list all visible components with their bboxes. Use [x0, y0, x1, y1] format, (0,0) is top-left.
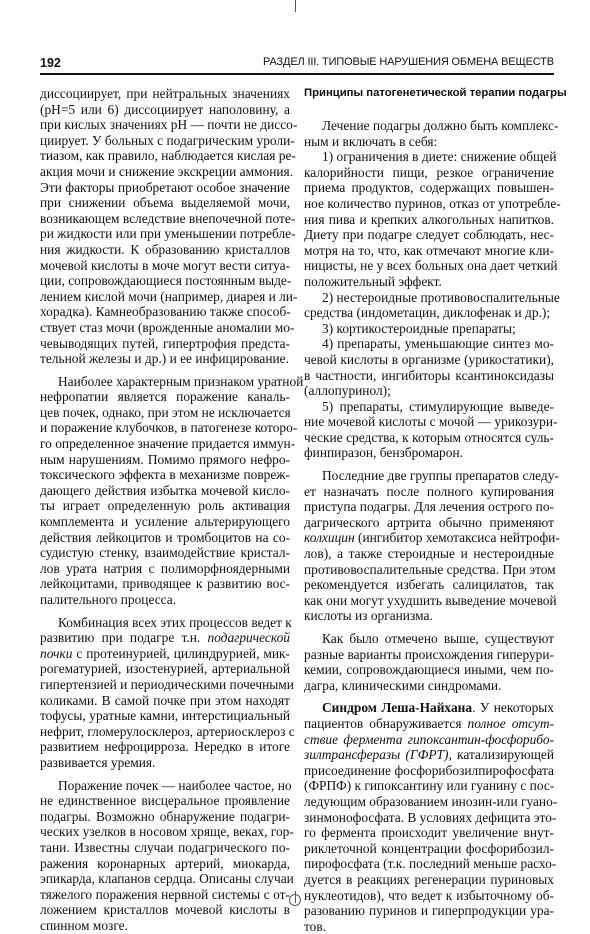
- text-line: 1) ограничения в диете: снижение общей: [322, 149, 557, 165]
- text-line: противовоспалительные средства. При этом: [304, 561, 556, 577]
- text-line: пирофосфата (т.к. последний меньше расхо-: [304, 856, 557, 872]
- text-line: ражения коронарных артерий, миокарда,: [40, 855, 290, 871]
- text-line: тов.: [304, 918, 327, 934]
- text-line: ное количество пуринов, отказ от употребле-: [304, 195, 561, 211]
- text-line: разованию пуринов и гиперпродукции ура-: [304, 903, 554, 919]
- text-line: диссоциирует, при нейтральных значениях: [40, 86, 290, 101]
- header-rule: [40, 73, 554, 75]
- text-line: чевой кислоты в организме (урикостатики),: [304, 351, 554, 367]
- text-line: дающего действия избытка мочевой кисло-: [40, 482, 290, 498]
- text-line: ет назначать после полного купирования: [304, 483, 554, 499]
- paragraph: [40, 777, 294, 934]
- paragraph: [304, 631, 554, 693]
- text-line: подагры. Возможно обнаружение подагри-: [40, 808, 290, 824]
- text-line: мочевой кислоты в моче могут вести ситуа-: [40, 257, 290, 273]
- text-line: ты играет определенную роль активация: [40, 498, 290, 514]
- text-line: тофусы, уратные камни, интерстициальный: [40, 708, 290, 724]
- text-line: тани. Известны случаи подагрического по-: [40, 839, 290, 855]
- paragraph: [304, 149, 561, 289]
- text-line: финпиразон, бензбромарон.: [304, 445, 463, 461]
- term-colchicine: колхицин: [304, 530, 355, 546]
- text-line: спинном мозге.: [40, 917, 128, 933]
- text-line: присоединение фосфорибозилпирофосфата: [304, 762, 554, 778]
- text-line: ческие средства, к которым относятся суль-: [304, 429, 554, 445]
- text-line: в частности, ингибиторы ксантиноксидазы: [304, 367, 554, 383]
- text-line: циирует. У больных с подагрическим уроли-: [40, 132, 295, 148]
- text-line: ния пива и крепких алкогольных напитков.: [304, 211, 554, 227]
- text-line: пациентов обнаруживается полное отсут-: [304, 715, 554, 731]
- text-line: нефрит, гломерулосклероз, артериосклероз с: [40, 723, 295, 739]
- text-line: возникающем вследствие внепочечной поте-: [40, 210, 296, 226]
- page-number: 192: [40, 56, 61, 70]
- text-line: комплемента и усиление альтерирующего: [40, 514, 290, 530]
- text-line: средства (индометацин, диклофенак и др.);: [304, 305, 551, 321]
- text-line: Последние две группы препаратов следу-: [322, 468, 559, 484]
- section-title: Принципы патогенетической терапии подагры: [304, 87, 567, 99]
- text-line: ции, сопровождающиеся постоянным выде-: [40, 273, 292, 289]
- text-line: 2) нестероидные противовоспалительные: [322, 289, 560, 305]
- text-line: акция мочи и снижение экскреции аммония.: [40, 163, 294, 179]
- text-line: кислоты из организма.: [304, 608, 433, 624]
- text-line: зинмонофосфата. В условиях дефицита это-: [304, 809, 557, 825]
- page-header: [40, 56, 554, 76]
- text-line: лов урата натрия с полиморфноядерными: [40, 560, 290, 576]
- paragraph: [304, 118, 559, 149]
- text-line: ческих узелков в носовом хряще, веках, гор-: [40, 824, 294, 840]
- text-line: ледующим образованием инозин-или гуано-: [304, 793, 558, 809]
- right-column: [304, 86, 567, 934]
- text-line: Поражение почек — наиболее частое, но: [58, 777, 292, 793]
- text-line: коликами. В самой почке при этом находят: [40, 692, 290, 708]
- text-line: как они могут ухудшить выведение мочевой: [304, 592, 557, 608]
- text-line: дуется в реакциях регенерации пуриновых: [304, 871, 554, 887]
- text-line: тиазом, как правило, наблюдается кислая ре-: [40, 148, 296, 164]
- text-line: действия лейкоцитов и тромбоцитов на со-: [40, 529, 290, 545]
- text-line: Наиболее характерным признаком уратной: [58, 373, 304, 389]
- text-line: гипертензией и периодическими почечными: [40, 676, 294, 692]
- text-line: ствие фермента гипоксантин-фосфорибо-: [304, 731, 554, 747]
- term-lesch-nyhan: Синдром Леша-Найхана: [322, 700, 473, 716]
- text-line: го определенное значение придается иммун-: [40, 436, 296, 452]
- text-line: не единственное висцеральное проявление: [40, 793, 290, 809]
- text-line: положительный эффект.: [304, 273, 442, 289]
- text-line: Комбинация всех этих процессов ведет к: [58, 614, 292, 630]
- text-line: (рН=5 или 6) диссоциирует наполовину, а: [40, 101, 290, 117]
- text-line: развивается уремия.: [40, 754, 156, 770]
- text-line: Эти факторы приобретают особое значение: [40, 179, 290, 195]
- text-line: ствует стаз мочи (врожденные аномалии мо-: [40, 319, 295, 335]
- text-line: Диету при подагре следует соблюдать, нес-: [304, 227, 554, 243]
- text-line: палительного процесса.: [40, 592, 177, 607]
- text-line: лов), а также стероидные и нестероидные: [304, 546, 554, 562]
- text-line: судистую стенку, взаимодействие кристал-: [40, 545, 290, 561]
- text-line: го фермента происходит увеличение внут-: [304, 825, 554, 841]
- text-line: зилтрансферазы (ГФРТ), катализирующей: [304, 747, 554, 763]
- text-line: калорийности пищи, резкое ограничение: [304, 164, 554, 180]
- text-line: (аллопуринол);: [304, 383, 391, 399]
- text-line: ложением кристаллов мочевой кислоты в: [40, 902, 290, 918]
- text-line: хорадка). Камнеобразованию также способ-: [40, 304, 291, 320]
- paragraph: [40, 373, 304, 608]
- text-line: ницисты, не у всех больных она дает четкий: [304, 258, 558, 274]
- text-line: дагрического артрита обычно применяют: [304, 514, 554, 530]
- text-line: рекомендуется избегать салицилатов, так: [304, 577, 554, 593]
- paragraph: [304, 398, 558, 461]
- text-line: Лечение подагры должно быть комплекс-: [322, 118, 559, 133]
- text-line: Синдром Леша-Найхана. У некоторых: [322, 700, 554, 716]
- text-line: приема продуктов, содержащих повышен-: [304, 180, 554, 196]
- text-line: рогематурией, изостенурией, артериальной: [40, 661, 290, 677]
- registration-mark-icon: [289, 894, 301, 906]
- text-line: приступа подагры. Для лечения острого по-: [304, 499, 554, 515]
- running-title: РАЗДЕЛ III. ТИПОВЫЕ НАРУШЕНИЯ ОБМЕНА ВЕЩЕСТВ: [263, 56, 554, 68]
- paragraph: [40, 614, 295, 771]
- text-line: риклеточной концентрации фосфорибозил-: [304, 840, 554, 856]
- text-line: дагра, клиническими синдромами.: [304, 677, 502, 693]
- text-line: ние мочевой кислоты с мочой — урикозури-: [304, 414, 558, 430]
- text-line: ния жидкости. К образованию кристаллов: [40, 241, 290, 257]
- text-line: развитию при подагре т.н. подагрической: [40, 630, 290, 646]
- text-line: нефропатии является поражение каналь-: [40, 389, 290, 405]
- crop-mark-top: [295, 0, 296, 12]
- text-line: эпикарда, клапанов сердца. Описаны случаи: [40, 871, 294, 887]
- text-line: 3) кортикостероидные препараты;: [322, 320, 516, 336]
- left-column: [40, 86, 304, 933]
- text-line: кемии, сопровождающиеся иными, чем по-: [304, 662, 554, 678]
- text-line: 4) препараты, уменьшающие синтез мо-: [322, 336, 554, 352]
- paragraph: [304, 700, 558, 934]
- text-line: цев почек, однако, при этом не исключается: [40, 404, 291, 420]
- text-line: чевыводящих путей, гипертрофия предста-: [40, 335, 290, 351]
- text-line: тельной железы и др.) и ее инфицирование.: [40, 351, 289, 367]
- text-line: при кислых значениях рН — почти не диссо-: [40, 117, 298, 133]
- text-line: ри жидкости или при уменьшении потребле-: [40, 226, 296, 242]
- text-line: ным нарушениям. Помимо прямого нефро-: [40, 451, 290, 467]
- paragraph: [304, 336, 554, 398]
- text-line: колхицин (ингибитор хемотаксиса нейтрофи-: [304, 530, 560, 546]
- text-line: токсического эффекта в механизме повреж-: [40, 467, 290, 483]
- text-line: почки с протеинурией, цилиндрурией, мик-: [40, 645, 290, 661]
- text-line: при снижении объема выделяемой мочи,: [40, 195, 290, 211]
- term-gouty-kidney: подагрической: [207, 630, 290, 646]
- text-line: и поражение клубочков, в патогенезе которо-: [40, 420, 298, 436]
- text-line: мотря на то, что, как отмечают многие кли-: [304, 242, 554, 258]
- text-line: ным и включать в себя:: [304, 133, 438, 149]
- text-line: развитием нефроцирроза. Нередко в итоге: [40, 739, 290, 755]
- text-line: лением кислой мочи (например, диарея и ли-: [40, 288, 298, 304]
- text-line: разные варианты происхождения гиперури-: [304, 646, 554, 662]
- text-line: Как было отмечено выше, существуют: [322, 631, 554, 646]
- paragraph: [304, 289, 560, 321]
- text-line: лейкоцитами, приводящее к развитию вос-: [40, 576, 290, 592]
- text-line: нуклеотидов), что ведет к избыточному об-: [304, 887, 554, 903]
- paragraph: [40, 86, 298, 367]
- text-line: 5) препараты, стимулирующие выведе-: [322, 398, 554, 414]
- text-line: тяжелого поражения нервной системы с от-: [40, 886, 290, 902]
- paragraph: [304, 321, 554, 337]
- text-line: (ФРПФ) к гипоксантину или гуанину с пос-: [304, 778, 555, 794]
- paragraph: [304, 468, 560, 624]
